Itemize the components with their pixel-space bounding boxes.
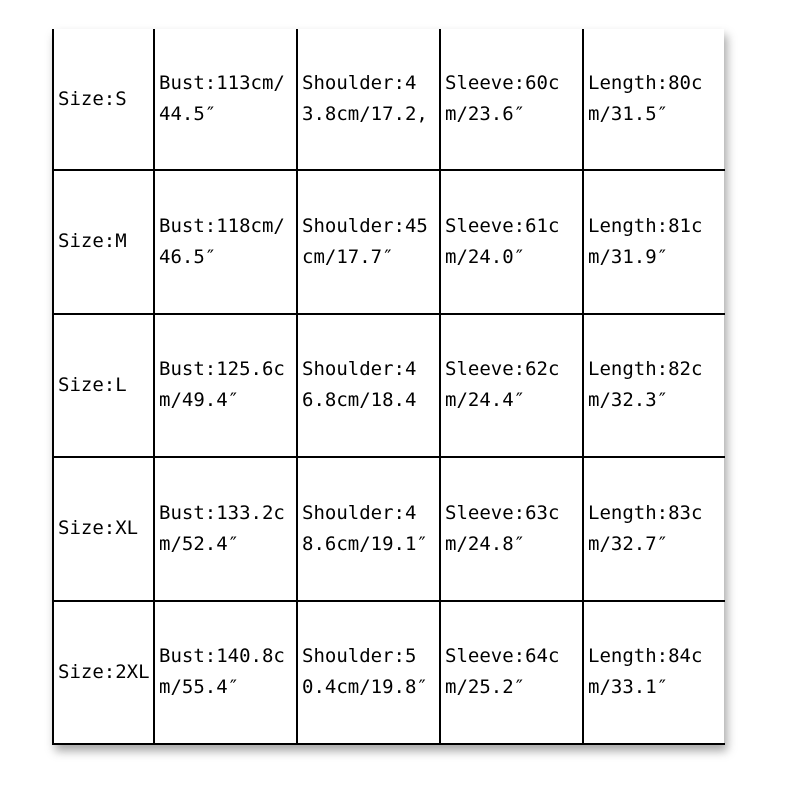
shoulder-cell: Shoulder:43.8cm/17.2, xyxy=(297,29,440,170)
table-row xyxy=(53,170,725,313)
table-row xyxy=(53,457,725,600)
table-row xyxy=(53,29,725,170)
size-cell: Size:XL xyxy=(53,457,154,600)
sleeve-cell: Sleeve:61cm/24.0″ xyxy=(440,170,583,313)
sleeve-cell: Sleeve:64cm/25.2″ xyxy=(440,601,583,744)
size-chart-frame xyxy=(52,29,724,745)
size-cell: Size:L xyxy=(53,314,154,457)
bust-cell: Bust:118cm/46.5″ xyxy=(154,170,297,313)
size-cell: Size:M xyxy=(53,170,154,313)
shoulder-cell: Shoulder:46.8cm/18.4 xyxy=(297,314,440,457)
length-cell: Length:83cm/32.7″ xyxy=(583,457,725,600)
bust-cell: Bust:133.2cm/52.4″ xyxy=(154,457,297,600)
size-cell: Size:S xyxy=(53,29,154,170)
sleeve-cell: Sleeve:63cm/24.8″ xyxy=(440,457,583,600)
table-row xyxy=(53,314,725,457)
length-cell: Length:80cm/31.5″ xyxy=(583,29,725,170)
length-cell: Length:84cm/33.1″ xyxy=(583,601,725,744)
length-cell: Length:81cm/31.9″ xyxy=(583,170,725,313)
size-cell: Size:2XL xyxy=(53,601,154,744)
sleeve-cell: Sleeve:62cm/24.4″ xyxy=(440,314,583,457)
bust-cell: Bust:113cm/44.5″ xyxy=(154,29,297,170)
table-row xyxy=(53,601,725,744)
length-cell: Length:82cm/32.3″ xyxy=(583,314,725,457)
shoulder-cell: Shoulder:45cm/17.7″ xyxy=(297,170,440,313)
size-chart-table xyxy=(52,29,725,745)
shoulder-cell: Shoulder:50.4cm/19.8″ xyxy=(297,601,440,744)
shoulder-cell: Shoulder:48.6cm/19.1″ xyxy=(297,457,440,600)
sleeve-cell: Sleeve:60cm/23.6″ xyxy=(440,29,583,170)
bust-cell: Bust:140.8cm/55.4″ xyxy=(154,601,297,744)
bust-cell: Bust:125.6cm/49.4″ xyxy=(154,314,297,457)
